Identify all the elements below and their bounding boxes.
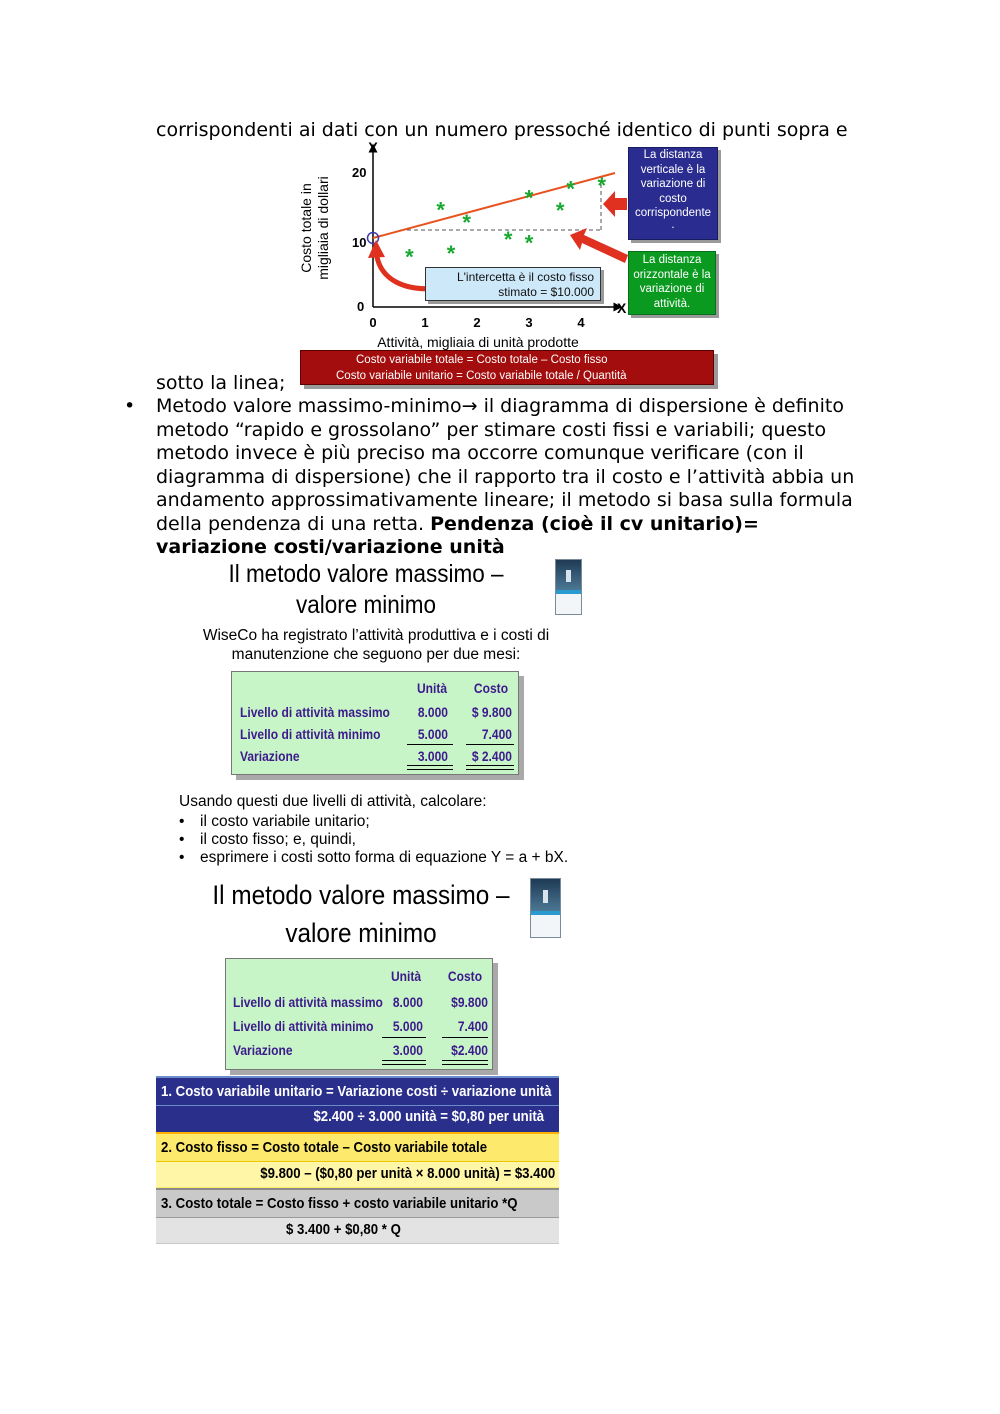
data-points (405, 173, 606, 269)
slide1-intro-line2: manutenzione che seguono per due mesi: (231, 646, 521, 663)
slide1-title-line1: Il metodo valore massimo – (228, 560, 504, 588)
x-axis-title: Attività, migliaia di unità prodotte (377, 334, 579, 350)
blue-note-line: corrispondente (634, 207, 712, 220)
book-cover-icon (530, 878, 561, 938)
data-point: * (524, 185, 534, 211)
intercept-note (425, 267, 601, 301)
table-row-label: Variazione (233, 1042, 293, 1058)
green-note-line: attività. (653, 297, 691, 310)
blue-note-line: variazione di (640, 178, 706, 191)
underline (442, 1037, 488, 1038)
step-total-cost (156, 1188, 559, 1244)
slide1-question: Usando questi due livelli di attività, calcolare: (179, 793, 487, 810)
table-row-label: Variazione (240, 748, 300, 764)
horizontal-distance-note (628, 251, 716, 315)
table-row-cost: $2.400 (451, 1042, 488, 1058)
book-cover-icon (555, 559, 582, 615)
data-point: * (405, 244, 414, 270)
wiseco-data-table-2 (225, 958, 493, 1070)
table-row-cost: 7.400 (481, 726, 512, 742)
bullet-line-6-text: della pendenza di una retta. (156, 512, 431, 535)
table-row-cost: $ 2.400 (471, 748, 512, 764)
blue-note-line: costo (659, 192, 687, 205)
table-header-units: Unità (390, 968, 422, 984)
y-axis-title-line2: migliaia di dollari (315, 176, 331, 280)
bullet-line-6 (156, 513, 759, 537)
cost-formula-bar (300, 350, 714, 385)
table-header-cost: Costo (473, 680, 509, 696)
slide2-title-line2: valore minimo (285, 918, 437, 948)
table-row-cost: $9.800 (451, 994, 488, 1010)
double-underline (407, 765, 453, 770)
step1-result: $2.400 ÷ 3.000 unità = $0,80 per unità (313, 1108, 544, 1125)
underline (382, 1037, 426, 1038)
intercept-note-line: stimato = $10.000 (498, 285, 594, 299)
blue-note-line: La distanza (643, 149, 703, 161)
step-variable-cost (156, 1076, 559, 1134)
list-bullet: • (179, 813, 185, 830)
double-underline (442, 1060, 488, 1065)
data-point: * (436, 197, 445, 223)
double-underline (466, 765, 514, 770)
bullet-line-3: metodo invece è più preciso ma occorre comunque verificare (con il (156, 442, 804, 464)
data-point: * (524, 230, 534, 256)
slide1-item: il costo fisso; e, quindi, (200, 831, 356, 848)
step-fixed-cost (156, 1132, 559, 1188)
list-bullet: • (179, 831, 185, 848)
double-underline (382, 1060, 426, 1065)
x-tick-2: 2 (473, 315, 481, 330)
table-header-units: Unità (416, 680, 448, 696)
y-tick-20: 20 (352, 165, 367, 180)
table-row-units: 8.000 (392, 994, 423, 1010)
wiseco-data-table (231, 671, 519, 775)
data-point: * (446, 240, 456, 266)
data-point: * (555, 198, 565, 224)
scatter-figure (290, 140, 730, 390)
formula-line-2: Costo variabile unitario = Costo variabile totale / Quantità (336, 370, 627, 382)
table-row-label: Livello di attività massimo (233, 994, 383, 1010)
table-row-cost: 7.400 (457, 1018, 488, 1034)
underline (466, 744, 514, 745)
blue-note-line: verticale è la (640, 163, 706, 176)
table-row-units: 3.000 (392, 1042, 423, 1058)
slope-formula-part1: Pendenza (cioè il cv unitario)= (430, 512, 759, 535)
step3-result: $ 3.400 + $0,80 * Q (286, 1221, 401, 1238)
x-tick-3: 3 (525, 315, 533, 330)
vertical-distance-note (628, 147, 718, 240)
blue-note-line: . (671, 218, 675, 231)
underline (407, 744, 453, 745)
table-row-units: 5.000 (417, 726, 448, 742)
list-bullet: • (179, 849, 185, 866)
bullet-line-2: metodo “rapido e grossolano” per stimare costi fissi e variabili; questo (156, 418, 827, 441)
green-note-line: La distanza (642, 254, 702, 266)
table-row-label: Livello di attività minimo (233, 1018, 374, 1034)
data-point: * (462, 209, 471, 235)
slide1-item: il costo variabile unitario; (200, 813, 370, 830)
data-point: * (597, 173, 607, 199)
formula-line-1: Costo variabile totale = Costo totale – Costo fisso (356, 354, 608, 366)
table-row-cost: $ 9.800 (471, 704, 512, 720)
y-tick-10: 10 (352, 235, 367, 250)
green-note-line: orizzontale è la (633, 268, 711, 281)
y-axis-title-line1: Costo totale in (298, 183, 314, 273)
step2-formula: 2. Costo fisso = Costo totale – Costo variabile totale (161, 1139, 488, 1156)
slide2-title-line1: Il metodo valore massimo – (212, 880, 510, 910)
green-note-line: variazione di (639, 283, 705, 296)
paragraph-line-2: sotto la linea; (156, 372, 286, 394)
x-tick-4: 4 (577, 315, 585, 330)
vertical-callout-arrow (603, 191, 627, 217)
table-row-units: 8.000 (417, 704, 448, 720)
bullet-line-5: andamento approssimativamente lineare; il metodo si basa sulla formula (156, 489, 853, 511)
slide-high-low-solution (156, 876, 559, 1243)
slide1-intro-line1: WiseCo ha registrato l’attività produttiva e i costi di (202, 627, 550, 644)
paragraph-line-1: corrispondenti ai dati con un numero pressoché identico di punti sopra e (156, 119, 848, 141)
x-axis-letter: X (617, 300, 627, 316)
slide-high-low-intro (166, 557, 586, 872)
step1-formula: 1. Costo variabile unitario = Variazione costi ÷ variazione unità (161, 1083, 552, 1100)
bullet-line-4: diagramma di dispersione) che il rapporto tra il costo e l’attività abbia un (156, 465, 855, 488)
y-tick-0: 0 (357, 299, 365, 314)
regression-line (373, 173, 615, 238)
data-point: * (503, 227, 513, 252)
table-row-units: 3.000 (417, 748, 448, 764)
step3-formula: 3. Costo totale = Costo fisso + costo variabile unitario *Q (161, 1195, 518, 1212)
data-point: * (566, 176, 575, 202)
table-header-cost: Costo (447, 968, 483, 984)
intercept-note-line: L'intercetta è il costo fisso (456, 270, 594, 284)
table-row-label: Livello di attività minimo (240, 726, 381, 742)
x-tick-0: 0 (369, 315, 377, 330)
x-tick-1: 1 (421, 315, 429, 330)
step2-result: $9.800 – ($0,80 per unità × 8.000 unità) = $3.400 (260, 1165, 555, 1182)
bullet-symbol: • (124, 395, 136, 417)
slope-formula-part2: variazione costi/variazione unità (156, 536, 505, 558)
table-row-units: 5.000 (392, 1018, 423, 1034)
slide1-title-line2: valore minimo (295, 591, 437, 619)
table-row-label: Livello di attività massimo (240, 704, 390, 720)
y-axis-letter: Y (368, 140, 378, 155)
slide1-item: esprimere i costi sotto forma di equazione Y = a + bX. (200, 849, 569, 866)
bullet-line-1: Metodo valore massimo-minimo→ il diagramma di dispersione è definito (156, 395, 844, 417)
horizontal-callout-arrow (570, 228, 628, 263)
